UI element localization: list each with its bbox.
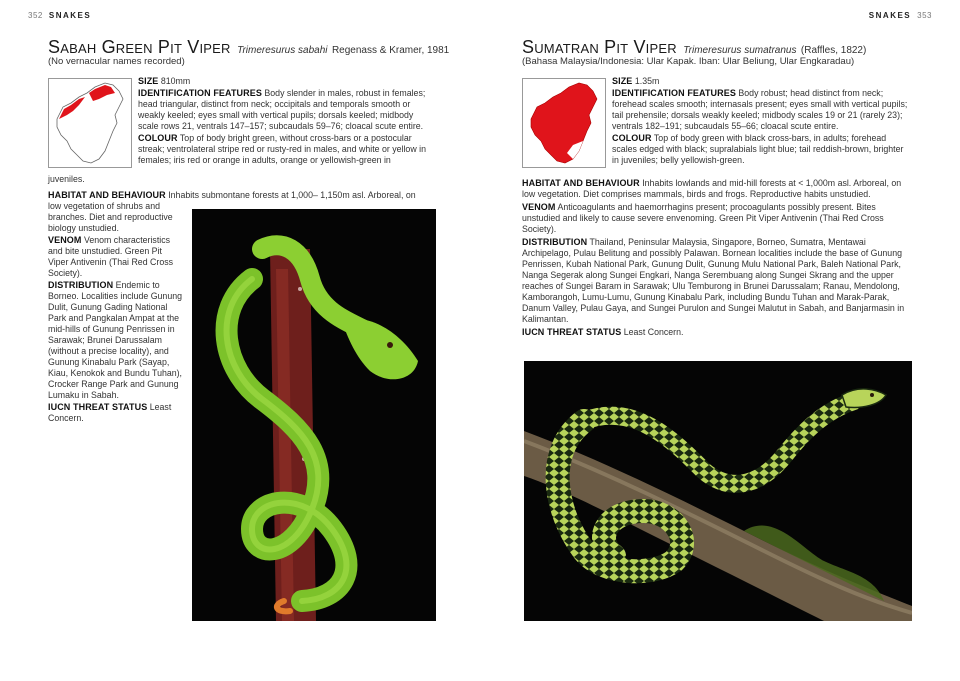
vernacular-names: (No vernacular names recorded) [48, 56, 185, 67]
right-page [480, 0, 960, 681]
species-title-right [522, 37, 866, 58]
common-name: Sumatran Pit Viper [522, 37, 677, 57]
vernacular-names: (Bahasa Malaysia/Indonesia: Ular Kapak. Iban: Ular Beliung, Ular Engkaradau) [522, 56, 855, 67]
id-text: Body slender in males, robust in females; head triangular, distinct from neck; occipitals and temporals smooth or weakly keeled; eyes small with vertical pupils; dorsals keeled; midbody scale rows 21, ventrals 147–157; subcaudals 59–76; cloacal scute entire. [138, 88, 426, 131]
borneo-map-icon [523, 79, 605, 167]
venom-label: VENOM [48, 235, 82, 245]
description-block-right [612, 76, 908, 167]
running-head-right [869, 11, 932, 20]
photo-sumatran-pit-viper [524, 361, 912, 621]
venom-label: VENOM [522, 202, 556, 212]
distribution-map-right [522, 78, 606, 168]
distribution-text: Endemic to Borneo. Localities include Gunung Dulit, Gunung Gading National Park and Pangkalan Ampat at the mid-hills of Gunung Penrissen in Sarawak; Brunei Darussalam (without a precise locality), and Gunung Kinabalu Park (Sayap, Kiau, Kenokok and Bundu Tuhan), Crocker Range Park and Gunung Lumaku in Sabah. [48, 280, 183, 400]
page-number: 352 [28, 11, 43, 20]
id-text: Body robust; head distinct from neck; forehead scales smooth; internasals present; eyes small with vertical pupils; tail prehensile; dorsals weakly keeled; midbody scales 19 or 21 (rarely 23); ventrals 182–191; subcaudals 55–66; cloacal scute entire. [612, 88, 908, 131]
size-value: 1.35m [634, 76, 660, 86]
photo-sabah-green-pit-viper [192, 209, 436, 621]
size-label: SIZE [612, 76, 633, 86]
colour-label: COLOUR [138, 133, 178, 143]
body-text-right [522, 178, 912, 339]
size-value: 810mm [160, 76, 191, 86]
colour-continuation: juveniles. [48, 174, 85, 184]
iucn-text: Least Concern. [48, 402, 172, 423]
colour-label: COLOUR [612, 133, 652, 143]
id-label: IDENTIFICATION FEATURES [138, 88, 262, 98]
distribution-text: Thailand, Peninsular Malaysia, Singapore, Borneo, Sumatra, Mentawai Archipelago, Pulau Belitung and possibly Palawan. Bornean localities include the base of Gunung Penrissen, Kubah National Park, Gunung Dulit, Gunung Mulu National Park, Baleh National Park, Nanga Segerak along Sungei Engkari, Nanga Serembuang along Sungei Skrang and the upper reaches of Sungei Baram in Sarawak; Ulu Temburong in Brunei Darussalam; Ranau, Mendolong, Kamborangoh, Lumu-Lumu, Gunung Kinabalu Park, including Bundu Tuhan and Marak-Parak, Danum Valley, Pulau Gaya, and Sungei Purulon and Sungei Malutut in Sabah, and Banjarmasin in Kalimantan. [522, 237, 905, 324]
colour-text: Top of body green with black cross-bars, in adults; forehead scales edged with black; supralabials light blue; tail reddish-brown, brighter in juveniles; belly yellowish-green. [612, 133, 904, 165]
snake-photo-illustration [192, 209, 436, 621]
scientific-name: Trimeresurus sumatranus [683, 45, 797, 56]
species-title-left [48, 37, 449, 58]
habitat-text-a: Inhabits submontane forests at 1,000– 1,150m asl. Arboreal, on [168, 190, 416, 200]
authority: Regenass & Kramer, 1981 [331, 45, 450, 56]
habitat-line-left [48, 190, 440, 201]
id-label: IDENTIFICATION FEATURES [612, 88, 736, 98]
distribution-label: DISTRIBUTION [48, 280, 114, 290]
iucn-text: Least Concern. [623, 327, 684, 337]
distribution-map-left [48, 78, 132, 168]
venom-text: Venom characteristics and bite unstudied. Green Pit Viper Antivenin (Thai Red Cross Society). [48, 235, 174, 278]
habitat-label: HABITAT AND BEHAVIOUR [48, 190, 166, 200]
running-head-left [28, 11, 91, 20]
borneo-map-icon [49, 79, 131, 167]
habitat-text: Inhabits lowlands and mid-hill forests at < 1,000m asl. Arboreal, on low vegetation. Diet comprises mammals, birds and frogs. Reproductive habits unstudied. [522, 178, 902, 199]
iucn-label: IUCN THREAT STATUS [522, 327, 622, 337]
authority: (Raffles, 1822) [800, 45, 867, 56]
common-name: Sabah Green Pit Viper [48, 37, 231, 57]
side-column-left [48, 201, 184, 425]
iucn-label: IUCN THREAT STATUS [48, 402, 148, 412]
description-block-left [138, 76, 432, 167]
page-number: 353 [917, 11, 932, 20]
scientific-name: Trimeresurus sabahi [237, 45, 328, 56]
habitat-text-b: low vegetation of shrubs and branches. Diet and reproductive biology unstudied. [48, 201, 173, 233]
running-head-text: SNAKES [48, 11, 92, 20]
running-head-text: SNAKES [868, 11, 912, 20]
habitat-label: HABITAT AND BEHAVIOUR [522, 178, 640, 188]
size-label: SIZE [138, 76, 159, 86]
distribution-label: DISTRIBUTION [522, 237, 588, 247]
colour-text: Top of body bright green, without cross-bars or a postocular streak; ventrolateral stripe red or rusty-red in males, and white or yellow in females; iris red or orange in adults, orange or yellowish-green in [138, 133, 426, 165]
snake-photo-illustration [524, 361, 912, 621]
venom-text: Anticoagulants and haemorrhagins present; procoagulants possibly present. Bites unstudied and likely to cause severe envenoming. Green Pit Viper Antivenin (Thai Red Cross Society). [522, 202, 884, 234]
